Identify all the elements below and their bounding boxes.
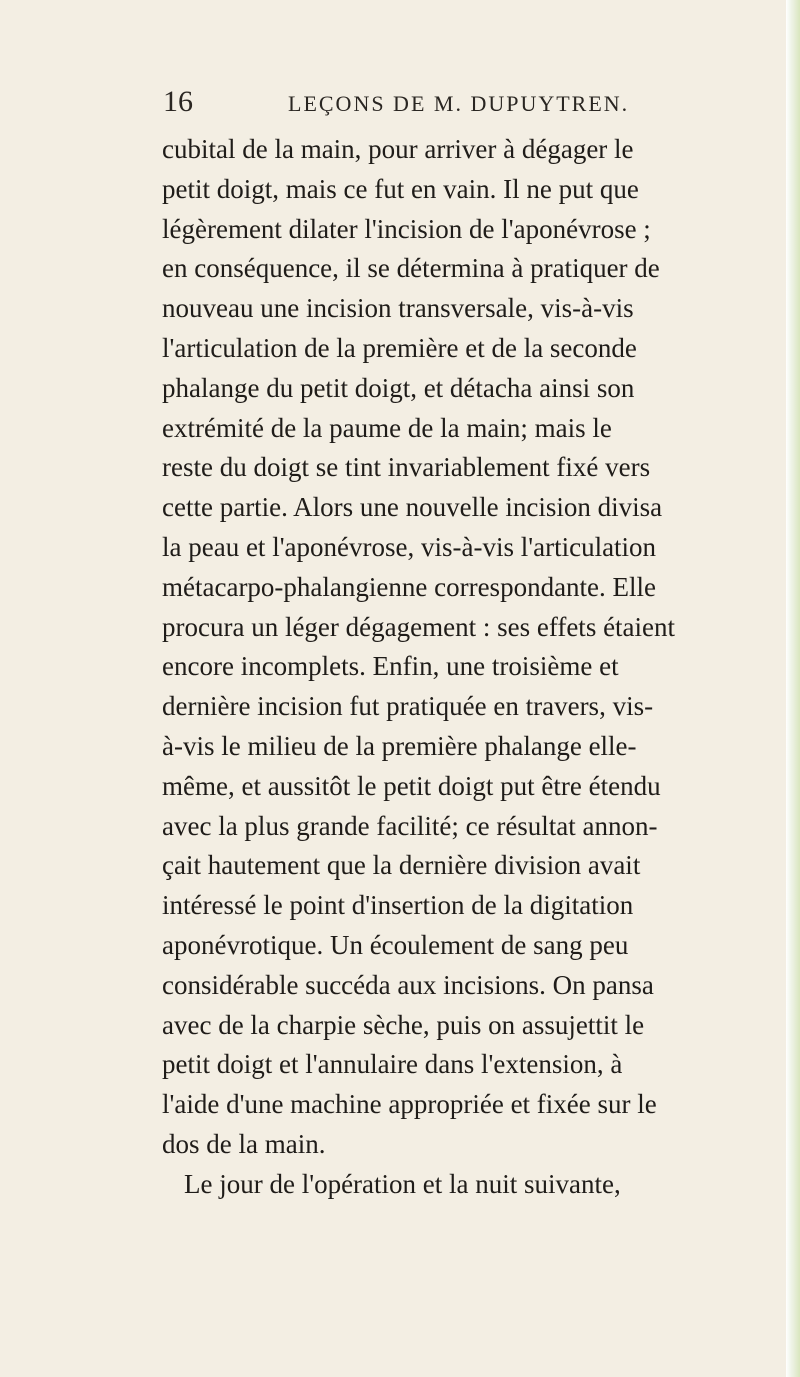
text-line: petit doigt et l'annulaire dans l'extension, à [162, 1049, 623, 1080]
text-line: dos de la main. [162, 1128, 326, 1159]
text-line: avec la plus grande facilité; ce résultat annon- [162, 810, 658, 841]
page-number: 16 [163, 85, 193, 118]
text-line: petit doigt, mais ce fut en vain. Il ne put que [162, 173, 639, 204]
text-line: reste du doigt se tint invariablement fixé vers [162, 452, 651, 483]
text-line: procura un léger dégagement : ses effets étaient [162, 611, 676, 642]
running-head [163, 84, 663, 124]
text-line: l'aide d'une machine appropriée et fixée sur le [162, 1089, 657, 1120]
text-line: extrémité de la paume de la main; mais le [162, 412, 612, 443]
text-line: cette partie. Alors une nouvelle incision divisa [162, 492, 663, 523]
text-line: nouveau une incision transversale, vis-à-vis [162, 293, 634, 324]
text-line: en conséquence, il se détermina à pratiquer de [162, 253, 660, 284]
running-title: LEÇONS DE M. DUPUYTREN. [288, 91, 630, 116]
text-line: même, et aussitôt le petit doigt put être étendu [162, 770, 661, 801]
text-line: la peau et l'aponévrose, vis-à-vis l'articulation [162, 531, 657, 562]
text-line: l'articulation de la première et de la seconde [162, 332, 637, 363]
text-line: cubital de la main, pour arriver à dégager le [162, 134, 634, 164]
page-edge [786, 0, 800, 1377]
text-line: dernière incision fut pratiquée en travers, vis- [162, 691, 654, 722]
text-line: encore incomplets. Enfin, une troisième et [162, 651, 619, 682]
text-line: considérable succéda aux incisions. On pansa [162, 969, 654, 1000]
text-line: intéressé le point d'insertion de la digitation [162, 890, 634, 921]
text-line: çait hautement que la dernière division avait [162, 850, 641, 881]
text-line: métacarpo-phalangienne correspondante. Elle [162, 571, 657, 602]
paragraph-start-line: Le jour de l'opération et la nuit suivante, [184, 1168, 621, 1199]
text-line: avec de la charpie sèche, puis on assujettit le [162, 1009, 645, 1040]
text-line: phalange du petit doigt, et détacha ainsi son [162, 372, 635, 403]
text-line: légèrement dilater l'incision de l'aponévrose ; [162, 213, 651, 244]
body-text [162, 130, 772, 1205]
text-line: aponévrotique. Un écoulement de sang peu [162, 929, 629, 960]
text-line: à-vis le milieu de la première phalange elle- [162, 730, 637, 761]
